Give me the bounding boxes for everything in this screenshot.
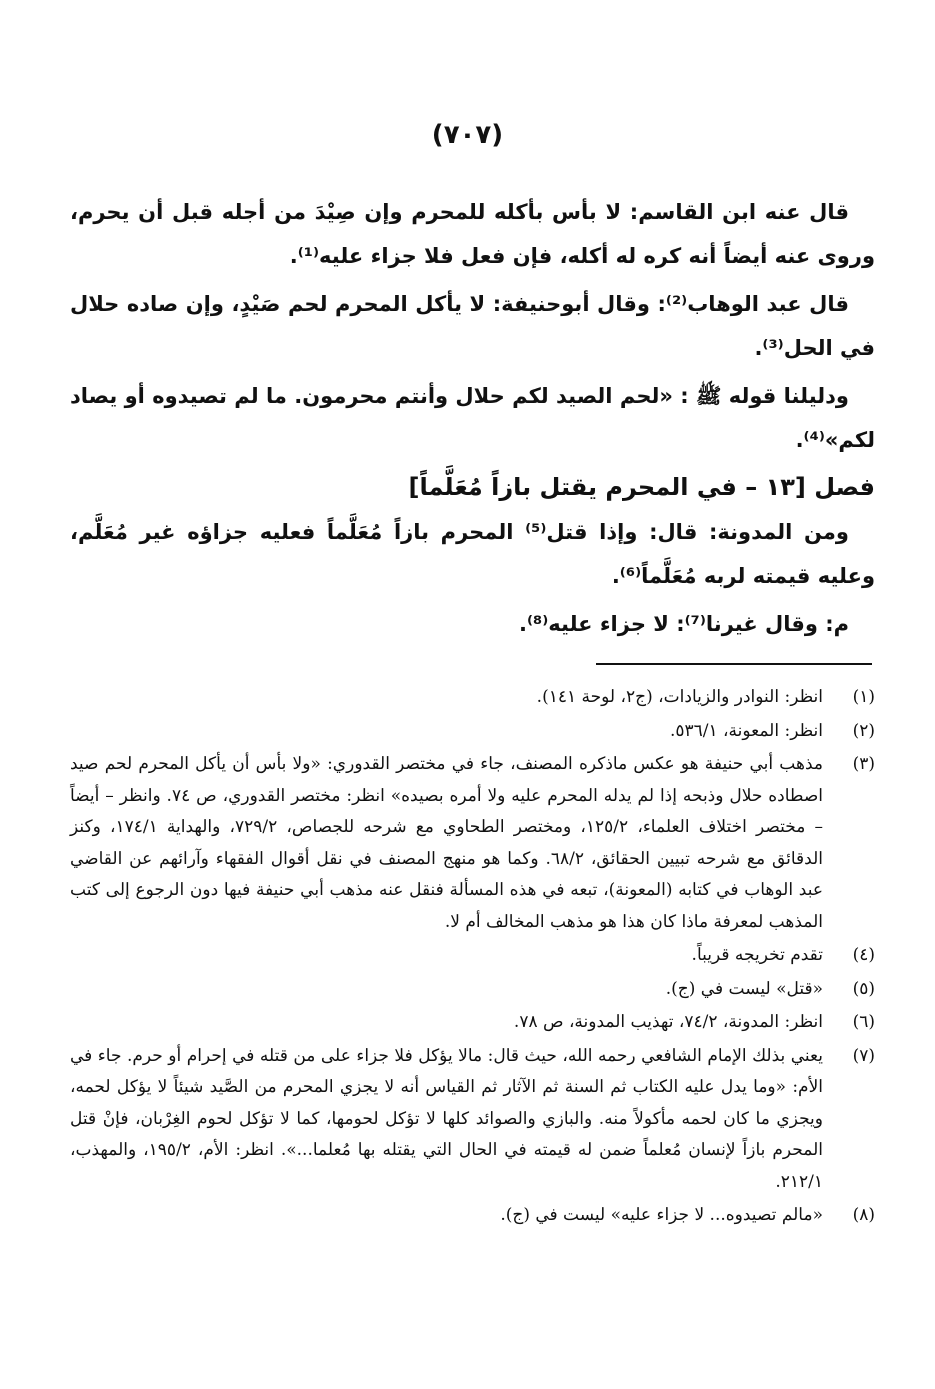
footnote-text: مذهب أبي حنيفة هو عكس ماذكره المصنف، جاء في مختصر القدوري: «ولا بأس أن يأكل المحرم لحم صيد اصطاده حلال وذبحه إذا لم يدله المحرم عليه ولا أمره بصيده» انظر: مختصر القدوري، ص ٧٤. وانظر – أيضاً – مختصر اختلاف العلماء، ١٢٥/٢، ومختصر الطحاوي مع شرحه للجصاص، ٧٢٩/٢، والهداية ١٧٤/١، وكنز الدقائق مع شرحه تبيين الحقائق، ٦٨/٢. وكما هو منهج المصنف في نقل أقوال الفقهاء وآرائهم عن القاضي عبد الوهاب في كتابه (المعونة)، تبعه في هذه المسألة فنقل عنه مذهب أبي حنيفة فيها دون الرجوع إلى كتب المذهب لمعرفة ماذا كان هذا هو مذهب المخالف أم لا. [70,754,824,932]
footnote [70,974,875,1006]
footnote-text: «مالم تصيدوه... لا جزاء عليه» ليست في (ج). [500,1205,823,1225]
footnote-separator [596,663,872,665]
body-paragraph: ودليلنا قوله ﷺ : «لحم الصيد لكم حلال وأنتم محرمون. ما لم تصيدوه أو يصاد لكم»⁽⁴⁾. [70,384,875,452]
footnote-text: يعني بذلك الإمام الشافعي رحمه الله، حيث قال: مالا يؤكل فلا جزاء على من قتله في إحرام أو حرم. جاء في الأم: «وما يدل عليه الكتاب ثم السنة ثم الآثار ثم القياس أنه لا يجزي المحرم من الصَّيد شيئاً لا يؤكل لحمه، ويجزي ما كان لحمه مأكولاً منه. والبازي والصوائد كلها لا تؤكل لحومها، كما لا تؤكل لحوم الغِرْبان، فإنْ قتل المحرم بازاً لإنسان مُعلماً ضمن له قيمته في الحال التي يقتله بها مُعلما...». انظر: الأم، ١٩٥/٢، والمهذب، ٢١٢/١. [70,1045,823,1192]
footnote [70,1200,875,1232]
footnote [70,749,875,938]
footnote-text: «قتل» ليست في (ج). [665,978,823,999]
footnote [70,682,875,714]
footnote-number: (٧) [852,1045,875,1066]
footnote-text: انظر: النوادر والزيادات، (ج٢، لوحة ١٤١). [536,687,823,707]
footnote-number: (٣) [852,754,875,774]
page-number: (٧٠٧) [431,120,504,150]
footnote-text: تقدم تخريجه قريباً. [691,945,823,965]
footnote-number: (٢) [852,720,875,741]
section-heading: فصل [١٣ – في المحرم يقتل بازاً مُعَلَّماً] [408,473,875,501]
body-paragraph: قال عنه ابن القاسم: لا بأس بأكله للمحرم وإن صِيْدَ من أجله قبل أن يحرم، وروى عنه أيضاً أنه كره له أكله، فإن فعل فلا جزاء عليه⁽¹⁾. [70,200,875,268]
body-paragraph: ومن المدونة: قال: وإذا قتل⁽⁵⁾ المحرم بازاً مُعَلَّماً فعليه جزاؤه غير مُعَلَّم، وعليه قيمته لربه مُعَلَّماً⁽⁶⁾. [70,520,875,588]
footnote-text: انظر: المدونة، ٧٤/٢، تهذيب المدونة، ص ٧٨. [513,1012,823,1032]
footnote [70,1041,875,1199]
footnote [70,940,875,972]
footnote-number: (١) [852,687,875,707]
footnote-text: انظر: المعونة، ٥٣٦/١. [669,720,823,741]
footnote-number: (٥) [852,978,875,999]
main-text [70,190,875,650]
footnote-number: (٤) [852,945,875,965]
body-paragraph: قال عبد الوهاب⁽²⁾: وقال أبوحنيفة: لا يأكل المحرم لحم صَيْدٍ، وإن صاده حلال في الحل⁽³⁾. [70,292,875,360]
footnote-number: (٨) [852,1205,875,1225]
body-paragraph: م: وقال غيرنا⁽⁷⁾: لا جزاء عليه⁽⁸⁾. [519,612,849,636]
footnotes [70,682,875,1234]
footnote [70,1007,875,1039]
footnote-number: (٦) [852,1012,875,1032]
footnote [70,716,875,748]
